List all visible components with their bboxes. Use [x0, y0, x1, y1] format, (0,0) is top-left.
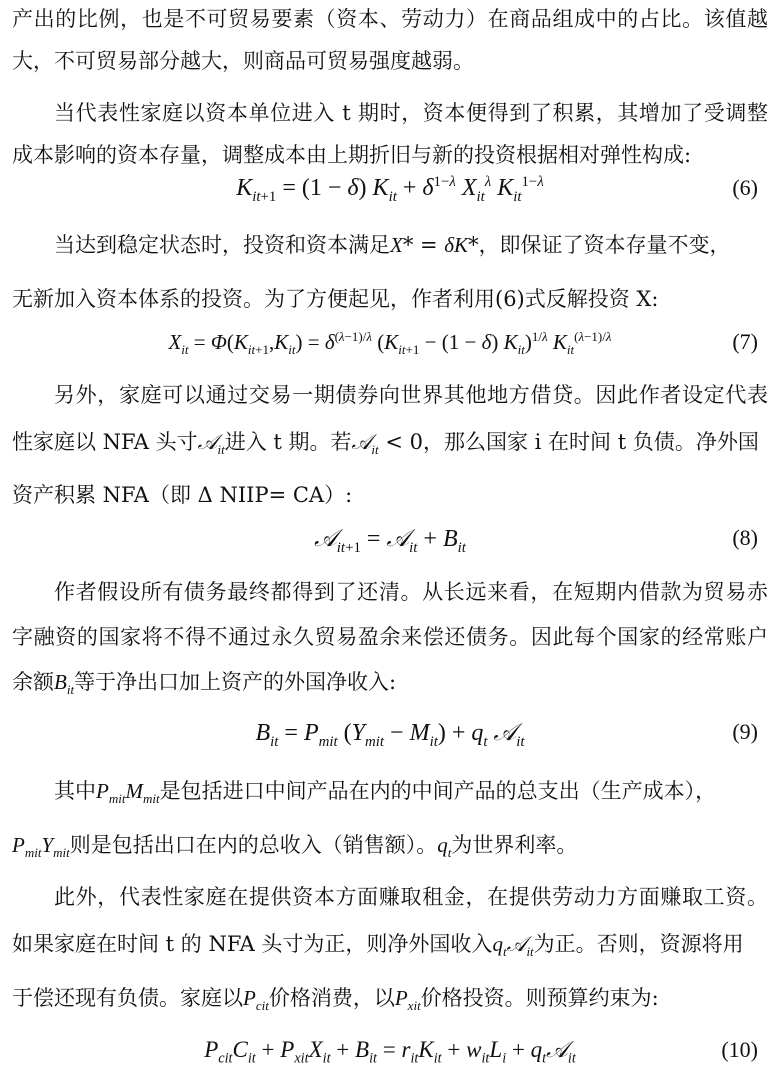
paragraph-line: 此外，代表性家庭在提供资本方面赚取租金，在提供劳动力方面赚取工资。 — [54, 885, 768, 909]
paragraph-line: 如果家庭在时间 t 的 NFA 头寸为正，则净外国收入$q_t𝒜_{it}$为正。否则，资源将用 — [12, 932, 744, 960]
equation-9 — [0, 712, 780, 752]
equation-formula: $B_{it} = P_{mit}$ $(Y_{mit} - M_{it}) + q_t$ 𝒜$_{it}$ — [255, 718, 525, 750]
paragraph-line: 另外，家庭可以通过交易一期债券向世界其他地方借贷。因此作者设定代表 — [54, 383, 768, 407]
paragraph-line: $P_{mit}Y_{mit}$则是包括出口在内的总收入（销售额）。$q_t$为世界利率。 — [12, 833, 578, 861]
equation-6 — [0, 168, 780, 208]
paragraph-line: 其中$P_{mit}M_{mit}$是包括进口中间产品在内的中间产品的总支出（生产成本）， — [54, 779, 717, 807]
equation-formula: $P_{cit}C_{it} + P_{xit}X_{it} + B_{it} = r_{it}K_{it} + w_{it}L_i$ + $q_t𝒜_{it}$ — [204, 1037, 576, 1067]
equation-number: (8) — [732, 525, 758, 550]
paragraph-line: 资产积累 NFA（即 Δ NIIP= CA）: — [12, 483, 353, 507]
equation-number: (7) — [732, 329, 758, 354]
paragraph-line: 性家庭以 NFA 头寸𝒜$_{it}$进入 t 期。若𝒜$_{it}$ < 0，那么国家 i 在时间 t 负债。净外国 — [12, 430, 759, 458]
equation-7 — [0, 322, 780, 362]
equation-formula: $X_{it} = \Phi(K_{it+1},K_{it}) = \delta^{(\lambda-1)/\lambda}$ ($K_{it+1} - (1 - \delta)$ $K_{it})^{1/\lambda}$ $K_{it}^{(\lambda-1)/\lambda}$ — [168, 329, 612, 358]
paragraph-line: 余额$B_{it}$等于净出口加上资产的外国净收入: — [12, 670, 397, 698]
paragraph-line: 当代表性家庭以资本单位进入 t 期时，资本便得到了积累，其增加了受调整 — [54, 101, 768, 125]
equation-formula: $K_{it+1} = (1 - \delta) K_{it} + \delta^{1-\lambda}$ $X_{it}^\lambda$ $K_{it}^{1-\lambda}$ — [236, 174, 544, 205]
paragraph-line: 字融资的国家将不得不通过永久贸易盈余来偿还债务。因此每个国家的经常账户 — [12, 625, 768, 649]
paragraph-line: 大，不可贸易部分越大，则商品可贸易强度越弱。 — [12, 49, 474, 73]
paragraph-line: 无新加入资本体系的投资。为了方便起见，作者利用(6)式反解投资 X: — [12, 287, 659, 311]
equation-8 — [0, 518, 780, 558]
paragraph-line: 成本影响的资本存量，调整成本由上期折旧与新的投资根据相对弹性构成: — [12, 143, 692, 167]
equation-number: (9) — [732, 719, 758, 744]
equation-number: (10) — [721, 1037, 758, 1062]
equation-number: (6) — [732, 175, 758, 200]
paragraph-line: 于偿还现有负债。家庭以$P_{cit}$价格消费，以$P_{xit}$价格投资。则预算约束为: — [12, 986, 659, 1014]
equation-formula: 𝒜$_{it+1}$ = 𝒜$_{it}$ + $B_{it}$ — [314, 524, 466, 556]
paragraph-line: 产出的比例，也是不可贸易要素（资本、劳动力）在商品组成中的占比。该值越 — [12, 7, 768, 31]
paragraph-line: 当达到稳定状态时，投资和资本满足X* = δK*，即保证了资本存量不变， — [54, 233, 731, 257]
equation-10 — [0, 1030, 780, 1070]
paragraph-line: 作者假设所有债务最终都得到了还清。从长远来看，在短期内借款为贸易赤 — [54, 580, 768, 604]
